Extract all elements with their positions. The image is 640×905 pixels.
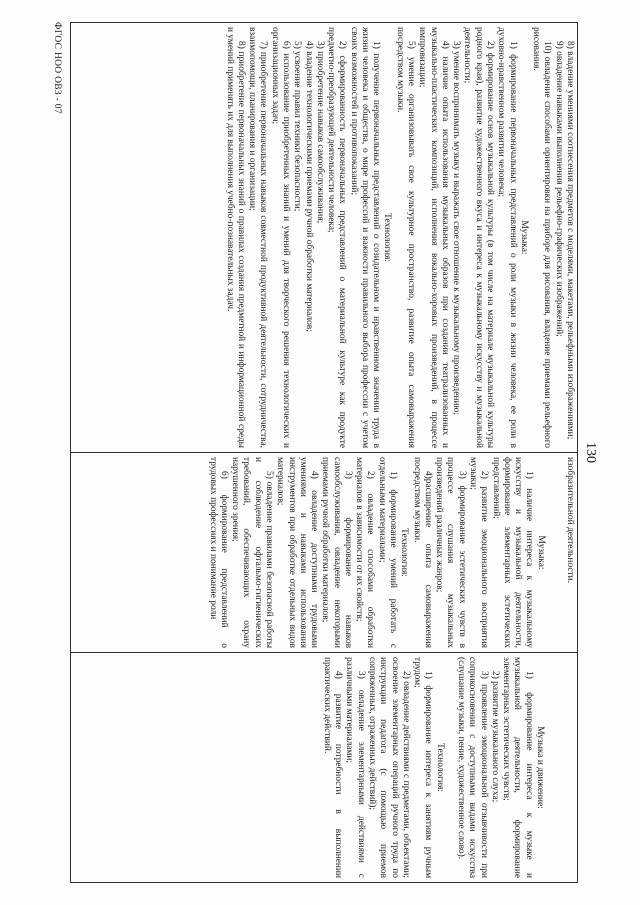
c1-music-item: 4) наличие опыта использования музыкальных образов при создании театрализованных и музыкально-пластических композиций, исполнения вокально-хоровых произведений, в процессе импровизации;	[417, 27, 450, 448]
c3-tech-section	[321, 657, 445, 878]
c2-music-item: 4)расширение опыта самовыражения посредством музыки.	[411, 457, 433, 648]
c3-music-item: 3) проявление эмоциональной отзывчивости при соприкосновении с доступными видами искусства (слушание музыки, пение, художественное слово).	[456, 657, 489, 878]
c1-tech-item: 4) владение технологическими приемами ручной обработки материалов;	[303, 41, 314, 332]
page-number: 130	[583, 442, 598, 463]
c3-tech-title: Технология:	[434, 743, 445, 792]
c2-tech-item: 4) овладение доступными трудовыми умениями и навыками использования инструментов при обработке отдельных видов материалов;	[275, 457, 320, 648]
c1-tech-item: 6) использование приобретенных знаний и умений для творческого решения технологических и организационных задач;	[269, 27, 291, 448]
c3-tech-item: 4) развитие потребности в выполнении практических действий.	[321, 657, 344, 878]
c2-music-item: 2) развитие эмоционального восприятия музыки;	[468, 457, 490, 648]
c1-top-item: 8) владение умениями соотнесения предметов с моделями, макетами, рельефными изображениями;	[565, 41, 575, 440]
c1-music-item: 5) умение организовывать свое культурное пространство, развитие опыта самовыражения посредством музыки.	[394, 27, 417, 448]
document-footer-code: ФГОС НОО ОВЗ - 07	[52, 22, 62, 114]
c3-tech-item: 3) овладение элементарными действиями с различными материалами;	[344, 657, 366, 878]
c2-tech-item: 2) овладение способами обработки материалов в зависимости от их свойств;	[354, 457, 376, 648]
rotated-content	[40, 22, 600, 882]
standards-table	[70, 22, 578, 883]
c2-top-text: изобразительной деятельности.	[565, 457, 575, 583]
c1-top-list	[530, 27, 575, 448]
c1-tech-item: 3) приобретение навыков самообслуживания;	[314, 41, 325, 224]
c1-tech-item: 8) приобретение первоначальных знаний о правилах создания предметной и информационной среды и умений применять их для выполнения учебно-познавательных задач.	[224, 27, 246, 448]
c2-tech-item: 1) формирование умений работать с отдельными материалами;	[376, 457, 399, 648]
c1-music-title: Музыка:	[518, 220, 529, 255]
table-row	[71, 23, 578, 883]
c1-top-item: 9) овладение навыками выполнения рельефно-графических изображений;	[553, 41, 564, 337]
c3-tech-item: 1) формирование интереса к занятиям ручным трудом;	[412, 657, 434, 878]
c2-music-section	[410, 457, 545, 648]
c1-tech-section	[223, 27, 392, 448]
column-3-cell	[71, 653, 578, 883]
c3-music-item: 1) формирование интереса к музыке и музыкальной деятельности, формирование элементарных эстетических чувств;	[501, 657, 534, 878]
c1-music-item: 2) формирование основ музыкальной культуры (в том числе на материале музыкальной культуры родного края), развитие художественного вкуса и интереса к музыкальному искусству и музыкальной деятельности;	[462, 27, 496, 448]
c2-tech-section	[206, 457, 409, 648]
c3-music-item: 2) развитие музыкального слуха;	[489, 671, 500, 803]
c2-music-item: 3) формирование эстетических чувств в процессе слушания музыкальных произведений различных жанров;	[434, 457, 467, 648]
c1-music-section	[394, 27, 529, 448]
c2-tech-item: 6) формирование представлений о трудовых профессиях и понимание роли	[207, 457, 229, 648]
c3-tech-item: 2) овладение действиями с предметами, объектами; освоение элементарных операций ручного труда по инструкции педагога (с помощью приемов сопряженных, отраженных действий);	[367, 657, 411, 878]
column-2-cell	[71, 453, 578, 653]
c3-music-section	[455, 657, 545, 878]
c1-tech-item: 7) приобретение первоначальных навыков совместной продуктивной деятельности, сотрудничества, взаимопомощи, планирования и организации;	[247, 27, 269, 448]
column-1-cell	[71, 23, 578, 453]
c2-tech-item: 5) овладение правилами безопасной работы и соблюдение офтальмо-гигиенических требований, обеспечивающих охрану нарушенного зрения;	[230, 457, 274, 648]
c1-tech-item: 1) получение первоначальных представлений о созидательном и нравственном значении труда в жизни человека и общества, о мире профессий и важности правильного выбора профессии с учетом своих возможностей и противопоказаний;	[348, 27, 382, 448]
c2-music-item: 1) наличие интереса к музыкальному искусству и музыкальной деятельности, формирование элементарных эстетических представлений;	[490, 457, 535, 648]
c1-top-item: 10) овладение способами ориентировки на приборе для рисования, владение приемами рельефного рисования.	[531, 27, 553, 448]
c1-tech-item: 2) сформированность первоначальных представлений о материальной культуре как продукте предметно-преобразующей деятельности человека;	[326, 27, 348, 448]
c3-music-title: Музыка и движение:	[535, 726, 545, 809]
c1-music-item: 3) умение воспринимать музыку и выражать свое отношение к музыкальному произведению;	[451, 41, 462, 416]
c2-tech-item: 3) формирование навыков самообслуживания, овладение некоторыми приемами ручной обработки материалов;	[320, 457, 353, 648]
c1-music-item: 1) формирование первоначальных представлений о роли музыки в жизни человека, ее роли в духовно-нравственном развитии человека;	[496, 27, 518, 448]
c2-tech-title: Технология:	[399, 528, 410, 577]
c2-music-title: Музыка:	[535, 535, 546, 570]
c1-tech-title: Технология:	[382, 213, 393, 262]
c1-tech-item: 5) усвоение правил техники безопасности;	[292, 41, 303, 212]
